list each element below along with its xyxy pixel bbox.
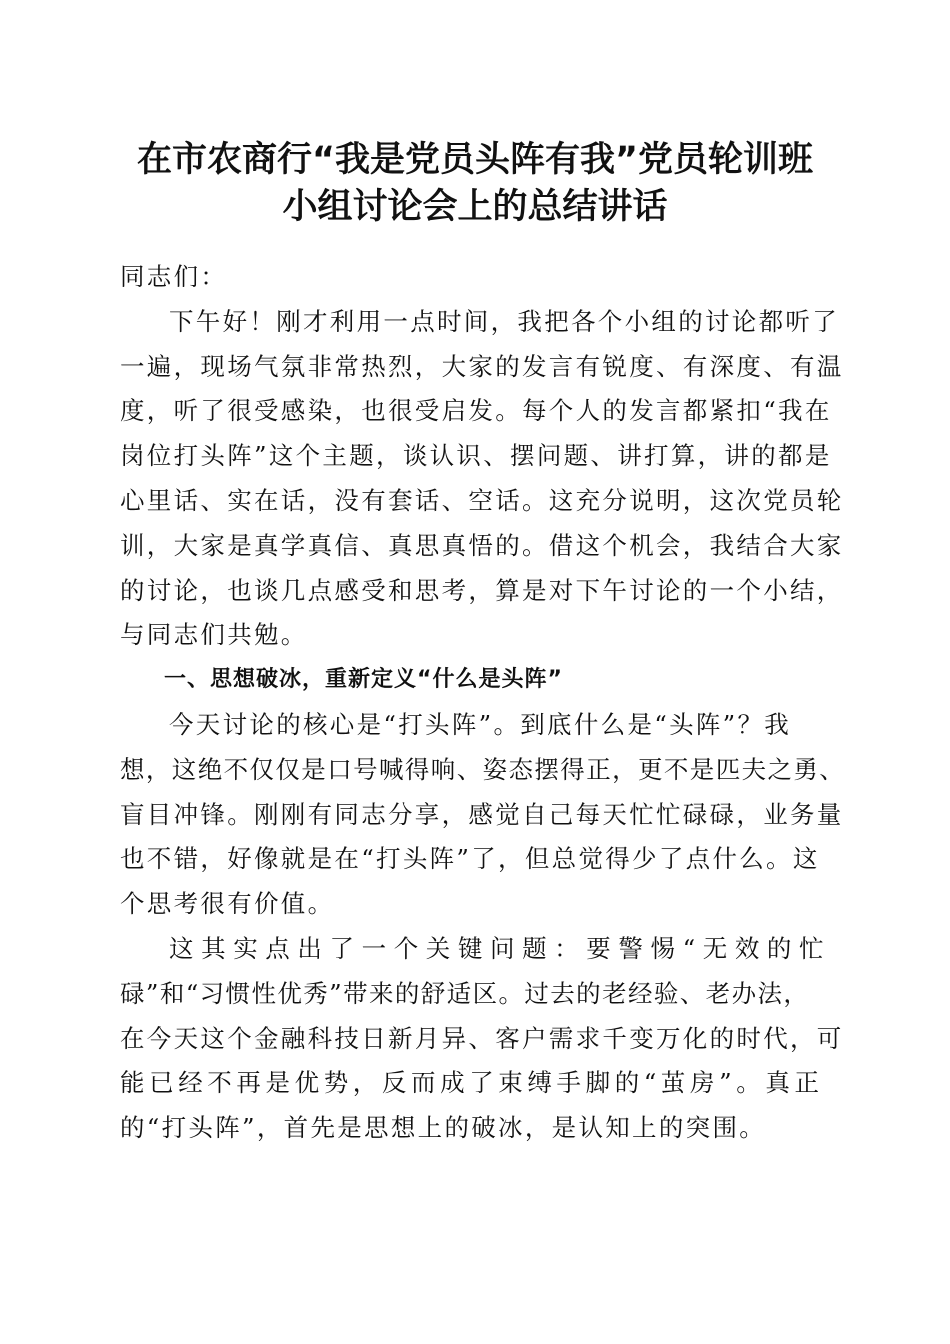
salutation [120,255,832,300]
paragraph-3 [120,927,844,1151]
paragraph-1-line: 心里话、实在话，没有套话、空话。这充分说明，这次党员轮 [120,485,844,515]
paragraph-2-line: 个思考很有价值。 [120,889,335,919]
paragraph-1-line: 的讨论，也谈几点感受和思考，算是对下午讨论的一个小结， [120,575,844,605]
salutation-text: 同志们： [120,262,228,291]
paragraph-2-line: 也不错，好像就是在“打头阵”了，但总觉得少了点什么。这 [120,844,820,874]
paragraph-3-line: 能已经不再是优势，反而成了束缚手脚的“茧房”。真正 [120,1068,824,1098]
paragraph-3-line: 这其实点出了一个关键问题：要警惕“无效的忙 [169,933,832,963]
paragraph-1-line: 度，听了很受感染，也很受启发。每个人的发言都紧扣“我在 [120,396,832,426]
document-title-line-2: 小组讨论会上的总结讲话 [282,187,668,227]
paragraph-1 [120,300,844,658]
document-body [120,255,846,1151]
section-1-heading [120,658,832,703]
paragraph-2 [120,703,846,927]
document-title-line-1: 在市农商行“我是党员头阵有我”党员轮训班 [136,140,813,180]
paragraph-1-line: 一遍，现场气氛非常热烈，大家的发言有锐度、有深度、有温 [120,351,844,381]
paragraph-1-line: 与同志们共勉。 [120,620,308,650]
paragraph-2-line: 想，这绝不仅仅是口号喊得响、姿态摆得正，更不是匹夫之勇、 [120,754,846,784]
paragraph-1-line: 岗位打头阵”这个主题，谈认识、摆问题、讲打算，讲的都是 [120,441,832,471]
paragraph-2-line: 今天讨论的核心是“打头阵”。到底什么是“头阵”？我 [169,709,792,739]
paragraph-1-line: 下午好！刚才利用一点时间，我把各个小组的讨论都听了 [169,306,839,336]
paragraph-3-line: 在今天这个金融科技日新月异、客户需求千变万化的时代，可 [120,1023,844,1053]
section-1-heading-text: 一、思想破冰，重新定义“什么是头阵” [164,667,563,693]
paragraph-2-line: 盲目冲锋。刚刚有同志分享，感觉自己每天忙忙碌碌，业务量 [120,799,844,829]
paragraph-3-line: 的“打头阵”，首先是思想上的破冰，是认知上的突围。 [120,1113,767,1143]
paragraph-3-line: 碌”和“习惯性优秀”带来的舒适区。过去的老经验、老办法， [120,978,810,1008]
paragraph-1-line: 训，大家是真学真信、真思真悟的。借这个机会，我结合大家 [120,530,844,560]
